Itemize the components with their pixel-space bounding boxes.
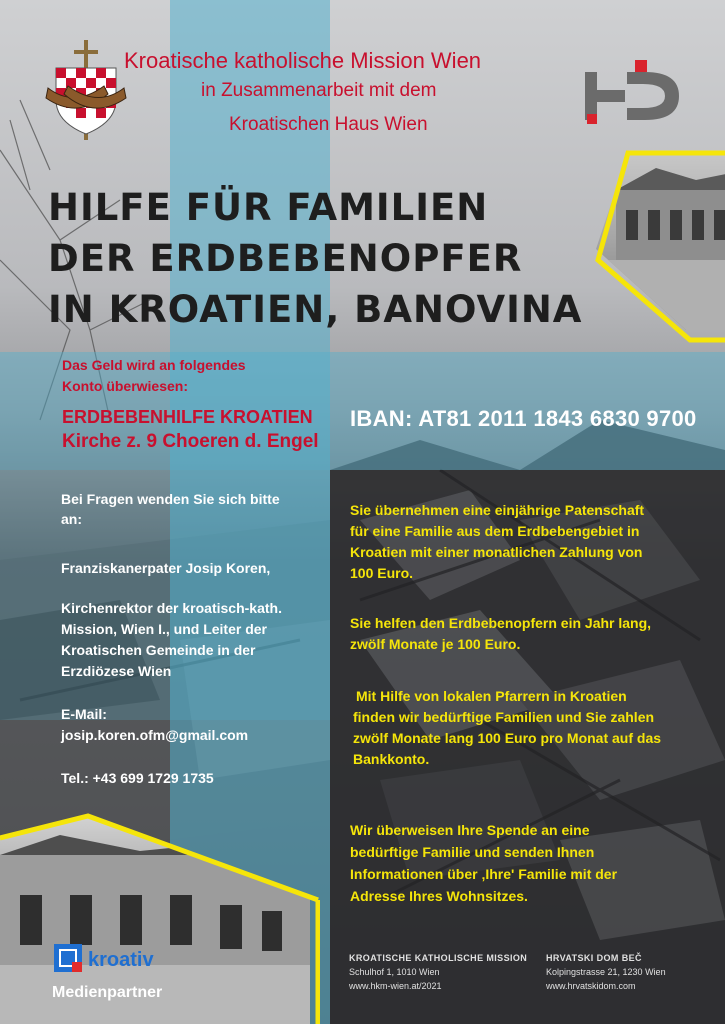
footer-org2-address: Kolpingstrasse 21, 1230 Wien [546,967,666,977]
account-name: ERDBEBENHILFE KROATIEN [62,407,313,427]
yellow-frame-top [590,145,725,345]
info-paragraph-4-line-1: Wir überweisen Ihre Spende an eine [350,822,590,838]
contact-role-line-4: Erzdiözese Wien [61,663,172,679]
email-address[interactable]: josip.koren.ofm@gmail.com [61,727,249,743]
info-paragraph-4-line-2: bedürftige Familie und senden Ihnen [350,844,595,860]
contact-role-line-3: Kroatischen Gemeinde in der [61,642,256,658]
contact-question-line-2: an: [61,511,82,527]
hrvatski-dom-logo [583,58,683,128]
info-paragraph-4-line-4: Adresse Ihres Wohnsitzes. [350,888,528,904]
info-paragraph-3-line-1: Mit Hilfe von lokalen Pfarrern in Kroatien [356,688,627,704]
kroativ-brand-text: kroativ [88,949,154,971]
phone-number[interactable]: Tel.: +43 699 1729 1735 [61,770,214,786]
info-paragraph-3-line-2: finden wir bedürftige Familien und Sie zahlen [353,709,655,725]
croatian-crest-logo [44,38,128,144]
account-intro-line-1: Das Geld wird an folgendes [62,357,246,373]
account-intro-line-2: Konto überwiesen: [62,378,189,394]
iban-number: IBAN: AT81 2011 1843 6830 9700 [350,406,697,431]
footer-org1-address: Schulhof 1, 1010 Wien [349,967,440,977]
info-paragraph-2-line-1: Sie helfen den Erdbebenopfern ein Jahr lang, [350,615,652,631]
contact-role-line-1: Kirchenrektor der kroatisch-kath. [61,600,282,616]
header-partner-name: Kroatischen Haus Wien [229,114,428,135]
contact-question-line-1: Bei Fragen wenden Sie sich bitte [61,491,280,507]
blue-band-left [0,470,330,720]
media-partner-label: Medienpartner [52,984,163,1001]
headline-line-2: DER ERDBEBENOPFER [48,237,523,280]
info-paragraph-3-line-4: Bankkonto. [353,751,430,767]
info-paragraph-1-line-4: 100 Euro. [350,565,414,581]
footer-org1-title: KROATISCHE KATHOLISCHE MISSION [349,953,528,963]
account-holder: Kirche z. 9 Choeren d. Engel [62,431,319,452]
headline-line-1: HILFE FÜR FAMILIEN [48,186,489,229]
info-paragraph-2-line-2: zwölf Monate je 100 Euro. [350,636,521,652]
headline-line-3: IN KROATIEN, BANOVINA [48,288,583,331]
kroativ-logo [52,940,182,976]
info-paragraph-1-line-1: Sie übernehmen eine einjährige Patenschaft [350,502,645,518]
footer-org2-title: HRVATSKI DOM BEČ [546,953,642,963]
footer-org2-website[interactable]: www.hrvatskidom.com [546,981,636,991]
info-paragraph-1-line-3: Kroatien mit einer monatlichen Zahlung von [350,544,643,560]
email-label: E-Mail: [61,706,107,722]
contact-role-line-2: Mission, Wien I., und Leiter der [61,621,268,637]
contact-person: Franziskanerpater Josip Koren, [61,560,271,576]
header-collaboration: in Zusammenarbeit mit dem [201,80,437,101]
info-paragraph-1-line-2: für eine Familie aus dem Erdbebengebiet in [350,523,640,539]
info-paragraph-4-line-3: Informationen über ‚Ihre' Familie mit der [350,866,618,882]
info-paragraph-3-line-3: zwölf Monate lang 100 Euro pro Monat auf das [353,730,662,746]
header-mission-name: Kroatische katholische Mission Wien [124,48,482,73]
footer-org1-website[interactable]: www.hkm-wien.at/2021 [349,981,442,991]
